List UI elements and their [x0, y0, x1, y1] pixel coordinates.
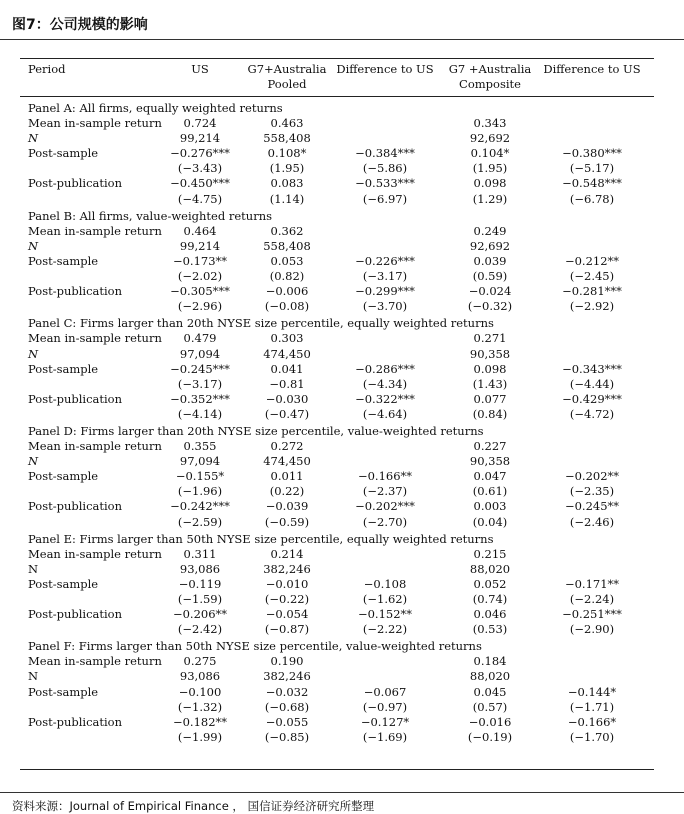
row-label: Post-sample	[28, 361, 99, 376]
table-row	[20, 347, 654, 362]
cell-us: (−3.43)	[177, 161, 223, 176]
cell-difference-2: −0.380***	[562, 146, 622, 161]
cell-g7-pooled: (1.14)	[269, 191, 305, 206]
cell-us: 97,094	[179, 346, 221, 361]
row-label: N	[28, 238, 39, 253]
cell-difference-2: (−1.71)	[569, 699, 615, 714]
cell-g7-pooled: 0.041	[270, 361, 304, 376]
table-row	[20, 484, 654, 499]
panel-title: Panel E: Firms larger than 50th NYSE size percentile, equally weighted returns	[28, 531, 494, 546]
cell-g7-composite: 0.098	[473, 361, 507, 376]
cell-difference-1: (−5.86)	[362, 161, 408, 176]
cell-g7-composite: 0.104*	[470, 146, 510, 161]
cell-g7-composite: (−0.32)	[467, 299, 513, 314]
cell-g7-composite: 92,692	[469, 238, 511, 253]
cell-g7-composite: 0.047	[473, 469, 507, 484]
cell-g7-composite: 0.077	[473, 391, 507, 406]
cell-difference-2: −0.171**	[564, 576, 620, 591]
table-row	[20, 607, 654, 622]
table-row	[20, 331, 654, 346]
cell-difference-1: −0.067	[363, 684, 407, 699]
header-g7-pooled	[242, 62, 332, 92]
cell-g7-composite: 92,692	[469, 131, 511, 146]
panel-title: Panel F: Firms larger than 50th NYSE size percentile, value-weighted returns	[28, 639, 482, 654]
cell-difference-2: (−4.72)	[569, 406, 615, 421]
cell-us: −0.119	[178, 576, 222, 591]
cell-g7-pooled: (−0.85)	[264, 729, 310, 744]
cell-us: 0.464	[183, 223, 217, 238]
table-row	[20, 146, 654, 161]
row-label: Post-sample	[28, 146, 99, 161]
cell-g7-composite: (0.61)	[472, 484, 508, 499]
cell-g7-pooled: 0.362	[270, 223, 304, 238]
cell-g7-composite: 90,358	[469, 346, 511, 361]
cell-us: −0.352***	[170, 391, 230, 406]
table-row	[20, 592, 654, 607]
cell-us: (−3.17)	[177, 376, 223, 391]
cell-g7-pooled: 0.053	[270, 253, 304, 268]
cell-difference-1: −0.299***	[355, 284, 415, 299]
cell-g7-pooled: 558,408	[263, 238, 311, 253]
cell-g7-pooled: (−0.59)	[264, 514, 310, 529]
cell-g7-pooled: (1.95)	[269, 161, 305, 176]
header-difference-2: Difference to US	[543, 62, 641, 76]
panel-title-row	[20, 532, 654, 547]
cell-g7-pooled: 474,450	[263, 346, 311, 361]
figure-title: 图7：公司规模的影响	[12, 17, 148, 33]
cell-g7-composite: (0.04)	[472, 514, 508, 529]
cell-g7-composite: 0.271	[473, 331, 507, 346]
header-g7-composite-line2: Composite	[459, 77, 521, 91]
cell-difference-2: −0.429***	[562, 391, 622, 406]
cell-difference-1: (−3.70)	[362, 299, 408, 314]
cell-g7-composite: (0.57)	[472, 699, 508, 714]
cell-difference-1: −0.286***	[355, 361, 415, 376]
cell-g7-composite: −0.024	[468, 284, 512, 299]
cell-g7-pooled: (−0.47)	[264, 406, 310, 421]
cell-g7-pooled: 0.011	[270, 469, 304, 484]
table-row	[20, 269, 654, 284]
cell-difference-2: −0.343***	[562, 361, 622, 376]
table-row	[20, 254, 654, 269]
cell-difference-1: −0.533***	[355, 176, 415, 191]
row-label: Mean in-sample return	[28, 546, 162, 561]
cell-us: −0.305***	[170, 284, 230, 299]
cell-difference-2: (−2.35)	[569, 484, 615, 499]
table-row	[20, 730, 654, 745]
cell-us: −0.450***	[170, 176, 230, 191]
panel-title: Panel D: Firms larger than 20th NYSE size percentile, value-weighted returns	[28, 423, 484, 438]
cell-us: (−2.02)	[177, 269, 223, 284]
cell-g7-composite: 88,020	[469, 669, 511, 684]
table-row	[20, 239, 654, 254]
cell-us: (−4.14)	[177, 406, 223, 421]
cell-g7-composite: 0.249	[473, 223, 507, 238]
cell-difference-1: −0.226***	[355, 253, 415, 268]
row-label: Post-publication	[28, 607, 123, 622]
header-us: US	[191, 62, 209, 76]
row-label: Post-sample	[28, 684, 99, 699]
cell-us: (−2.42)	[177, 622, 223, 637]
cell-g7-composite: (1.29)	[472, 191, 508, 206]
row-label: N	[28, 669, 39, 684]
cell-difference-1: (−6.97)	[362, 191, 408, 206]
cell-g7-pooled: 0.214	[270, 546, 304, 561]
cell-difference-1: −0.166**	[357, 469, 413, 484]
cell-g7-composite: 0.045	[473, 684, 507, 699]
table-row	[20, 654, 654, 669]
cell-g7-pooled: (−0.68)	[264, 699, 310, 714]
title-rule	[0, 39, 684, 40]
cell-us: 99,214	[179, 131, 221, 146]
cell-difference-1: (−4.34)	[362, 376, 408, 391]
table-row	[20, 562, 654, 577]
table-row	[20, 377, 654, 392]
cell-g7-composite: (0.84)	[472, 406, 508, 421]
cell-us: −0.242***	[170, 499, 230, 514]
table-row	[20, 407, 654, 422]
table-bottom-rule	[20, 769, 654, 770]
cell-g7-pooled: 474,450	[263, 454, 311, 469]
row-label: Mean in-sample return	[28, 439, 162, 454]
cell-difference-1: (−2.22)	[362, 622, 408, 637]
cell-g7-composite: 0.227	[473, 439, 507, 454]
cell-g7-composite: 0.046	[473, 607, 507, 622]
panel-title-row	[20, 424, 654, 439]
cell-g7-pooled: 0.190	[270, 654, 304, 669]
table-row	[20, 577, 654, 592]
cell-us: 97,094	[179, 454, 221, 469]
cell-g7-composite: 0.343	[473, 116, 507, 131]
cell-g7-pooled: (0.22)	[269, 484, 305, 499]
cell-g7-composite: 0.184	[473, 654, 507, 669]
row-label: N	[28, 346, 39, 361]
cell-g7-pooled: 382,246	[263, 561, 311, 576]
cell-g7-pooled: 0.272	[270, 439, 304, 454]
row-label: Mean in-sample return	[28, 331, 162, 346]
cell-g7-composite: (−0.19)	[467, 729, 513, 744]
cell-difference-2: (−2.24)	[569, 592, 615, 606]
cell-g7-pooled: 0.463	[270, 116, 304, 131]
cell-difference-2: (−1.70)	[569, 729, 615, 744]
header-g7-pooled-line2: Pooled	[267, 77, 307, 91]
row-label: N	[28, 131, 39, 146]
cell-us: −0.182**	[172, 714, 228, 729]
cell-difference-1: (−4.64)	[362, 406, 408, 421]
cell-us: 0.275	[183, 654, 217, 669]
row-label: Post-publication	[28, 391, 123, 406]
cell-g7-pooled: (0.82)	[269, 269, 305, 284]
row-label: Mean in-sample return	[28, 116, 162, 131]
panel-title: Panel C: Firms larger than 20th NYSE size percentile, equally weighted returns	[28, 316, 494, 331]
table-row	[20, 700, 654, 715]
cell-difference-2: (−5.17)	[569, 161, 615, 176]
row-label: Post-sample	[28, 253, 99, 268]
cell-g7-composite: (1.43)	[472, 376, 508, 391]
row-label: Post-publication	[28, 714, 123, 729]
header-difference-1: Difference to US	[336, 62, 434, 76]
table-row	[20, 176, 654, 191]
cell-difference-2: −0.212**	[564, 253, 620, 268]
cell-g7-composite: 0.098	[473, 176, 507, 191]
cell-g7-pooled: −0.030	[265, 391, 309, 406]
panel-title-row	[20, 101, 654, 116]
cell-difference-1: (−3.17)	[362, 269, 408, 284]
cell-g7-composite: (0.53)	[472, 622, 508, 637]
cell-g7-pooled: −0.055	[265, 714, 309, 729]
table-row	[20, 547, 654, 562]
table-row	[20, 192, 654, 207]
table-row	[20, 131, 654, 146]
header-period: Period	[28, 62, 66, 76]
table-row	[20, 284, 654, 299]
cell-g7-pooled: −0.010	[265, 576, 309, 591]
cell-g7-composite: 0.052	[473, 576, 507, 591]
cell-us: 99,214	[179, 238, 221, 253]
cell-difference-2: −0.166*	[567, 714, 617, 729]
panel-title-row	[20, 316, 654, 331]
cell-g7-pooled: 382,246	[263, 669, 311, 684]
table-row	[20, 224, 654, 239]
cell-g7-pooled: 0.303	[270, 331, 304, 346]
cell-us: (−2.96)	[177, 299, 223, 314]
cell-us: −0.276***	[170, 146, 230, 161]
panel-title-row	[20, 639, 654, 654]
row-label: Post-sample	[28, 576, 99, 591]
cell-difference-1: −0.108	[363, 576, 407, 591]
cell-g7-pooled: (−0.08)	[264, 299, 310, 314]
table-row	[20, 161, 654, 176]
table-row	[20, 515, 654, 530]
cell-g7-pooled: 0.108*	[267, 146, 307, 161]
table-row	[20, 685, 654, 700]
cell-difference-1: −0.322***	[355, 391, 415, 406]
cell-g7-pooled: 558,408	[263, 131, 311, 146]
cell-us: 0.724	[183, 116, 217, 131]
row-label: Post-sample	[28, 469, 99, 484]
cell-difference-2: −0.202**	[564, 469, 620, 484]
cell-difference-2: −0.251***	[562, 607, 622, 622]
cell-us: (−1.32)	[177, 699, 223, 714]
cell-us: 0.355	[183, 439, 217, 454]
cell-g7-pooled: −0.054	[265, 607, 309, 622]
cell-us: (−1.96)	[177, 484, 223, 499]
source-rule	[0, 792, 684, 793]
panel-title: Panel B: All firms, value-weighted returns	[28, 208, 273, 223]
cell-us: 0.479	[183, 331, 217, 346]
cell-g7-pooled: (−0.22)	[264, 592, 310, 606]
table-header-rule	[20, 96, 654, 97]
cell-difference-1: (−1.62)	[362, 592, 408, 606]
table-row	[20, 392, 654, 407]
cell-g7-pooled: −0.039	[265, 499, 309, 514]
cell-difference-2: −0.548***	[562, 176, 622, 191]
header-g7-composite	[445, 62, 535, 92]
row-label: Mean in-sample return	[28, 223, 162, 238]
cell-difference-2: (−4.44)	[569, 376, 615, 391]
cell-difference-1: −0.152**	[357, 607, 413, 622]
table-row	[20, 715, 654, 730]
cell-difference-2: −0.281***	[562, 284, 622, 299]
table-row	[20, 669, 654, 684]
table-row	[20, 454, 654, 469]
cell-difference-1: −0.127*	[360, 714, 410, 729]
row-label: Post-publication	[28, 176, 123, 191]
cell-us: (−1.59)	[177, 592, 223, 606]
cell-difference-2: −0.144*	[567, 684, 617, 699]
row-label: N	[28, 454, 39, 469]
cell-us: 93,086	[179, 669, 221, 684]
cell-g7-composite: −0.016	[468, 714, 512, 729]
cell-g7-pooled: (−0.87)	[264, 622, 310, 637]
cell-us: (−4.75)	[177, 191, 223, 206]
cell-g7-composite: (0.74)	[472, 592, 508, 606]
cell-g7-pooled: 0.083	[270, 176, 304, 191]
cell-difference-1: (−1.69)	[362, 729, 408, 744]
table-row	[20, 116, 654, 131]
cell-g7-pooled: −0.006	[265, 284, 309, 299]
cell-difference-2: (−2.45)	[569, 269, 615, 284]
cell-g7-composite: (1.95)	[472, 161, 508, 176]
row-label: Post-publication	[28, 284, 123, 299]
cell-difference-2: (−2.46)	[569, 514, 615, 529]
panel-title-row	[20, 209, 654, 224]
cell-difference-1: (−2.70)	[362, 514, 408, 529]
cell-difference-2: −0.245**	[564, 499, 620, 514]
cell-us: −0.206**	[172, 607, 228, 622]
panel-title: Panel A: All firms, equally weighted returns	[28, 101, 283, 115]
table-row	[20, 622, 654, 637]
cell-difference-1: (−2.37)	[362, 484, 408, 499]
cell-us: 0.311	[183, 546, 217, 561]
cell-us: (−1.99)	[177, 729, 223, 744]
cell-us: −0.245***	[170, 361, 230, 376]
table-row	[20, 299, 654, 314]
table-row	[20, 469, 654, 484]
row-label: N	[28, 561, 39, 576]
cell-g7-composite: 88,020	[469, 561, 511, 576]
cell-us: −0.100	[178, 684, 222, 699]
row-label: Post-publication	[28, 499, 123, 514]
cell-us: −0.155*	[175, 469, 225, 484]
cell-us: (−2.59)	[177, 514, 223, 529]
table-row	[20, 439, 654, 454]
row-label: Mean in-sample return	[28, 654, 162, 669]
cell-us: 93,086	[179, 561, 221, 576]
header-g7-pooled-line1: G7+Australia	[247, 62, 327, 76]
cell-difference-2: (−2.92)	[569, 299, 615, 314]
cell-g7-composite: 0.039	[473, 253, 507, 268]
header-g7-composite-line1: G7 +Australia	[448, 62, 532, 76]
cell-g7-composite: 90,358	[469, 454, 511, 469]
table-header	[20, 59, 654, 95]
cell-us: −0.173**	[172, 253, 228, 268]
cell-g7-composite: (0.59)	[472, 269, 508, 284]
cell-g7-composite: 0.003	[473, 499, 507, 514]
cell-difference-1: (−0.97)	[362, 699, 408, 714]
cell-g7-pooled: −0.032	[265, 684, 309, 699]
cell-difference-2: (−6.78)	[569, 191, 615, 206]
cell-difference-1: −0.384***	[355, 146, 415, 161]
source-note: 资料来源：Journal of Empirical Finance ， 国信证券经济研究所整理	[12, 799, 375, 813]
cell-difference-2: (−2.90)	[569, 622, 615, 637]
cell-g7-composite: 0.215	[473, 546, 507, 561]
table-body	[20, 99, 654, 745]
table-row	[20, 499, 654, 514]
cell-difference-1: −0.202***	[355, 499, 415, 514]
cell-g7-pooled: −0.81	[269, 376, 305, 391]
table-row	[20, 362, 654, 377]
